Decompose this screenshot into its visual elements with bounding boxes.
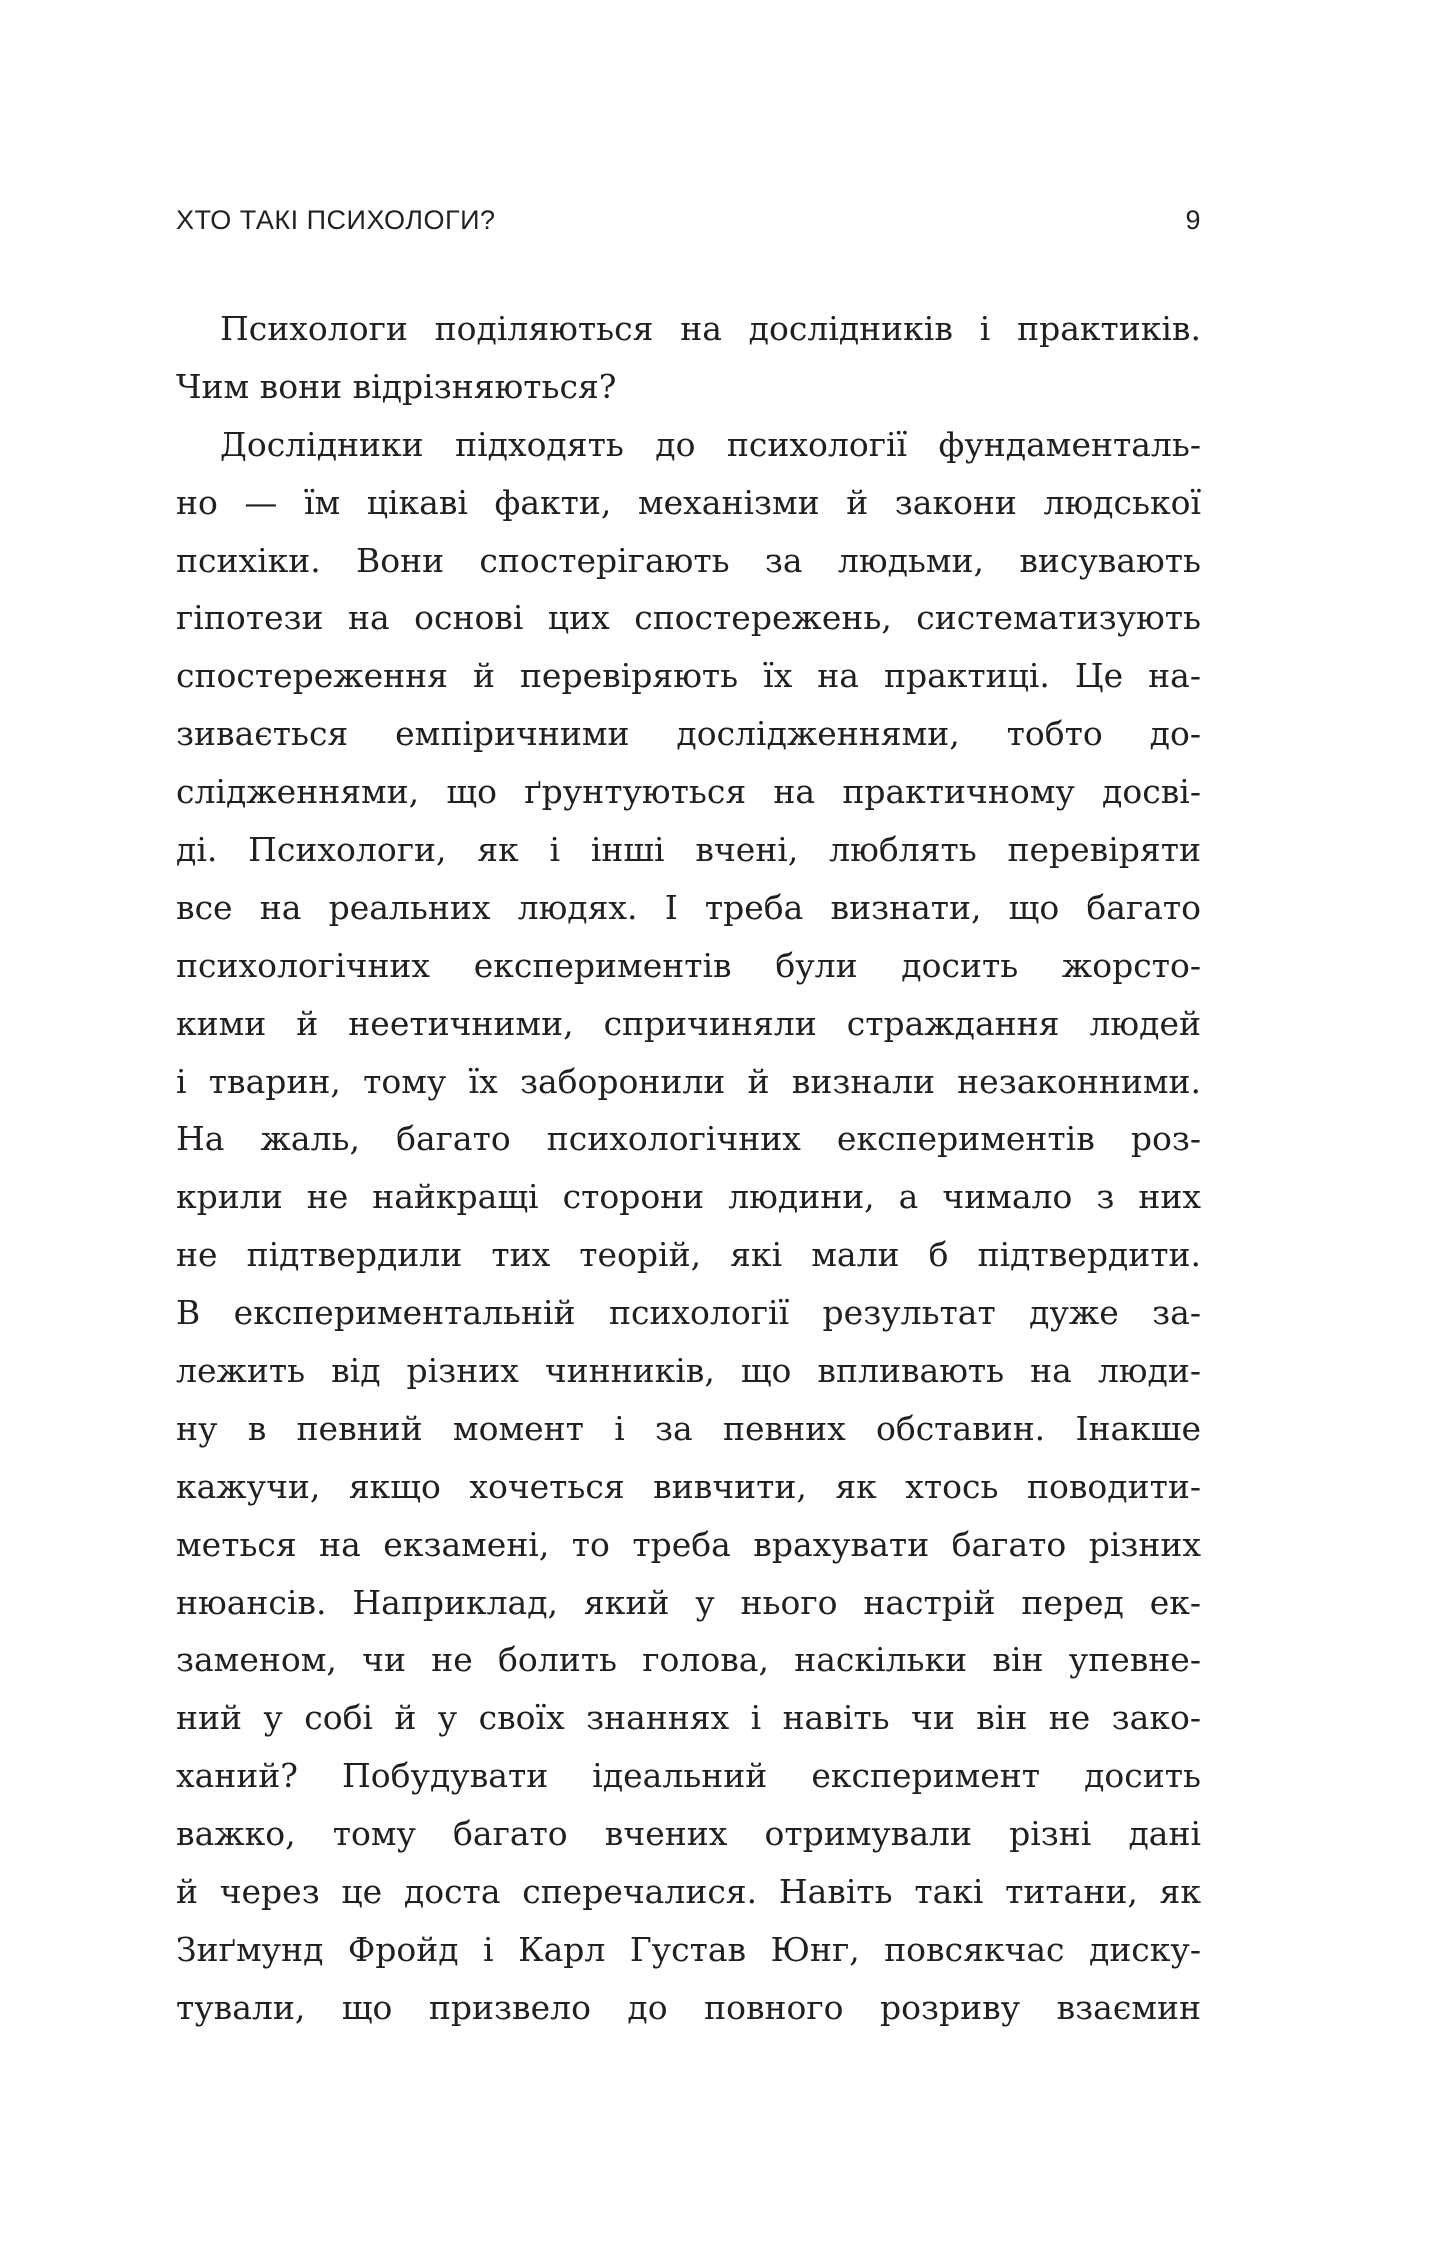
text-line: слідженнями, що ґрунтуються на практичному досві- [176, 772, 1201, 812]
text-line: ну в певний момент і за певних обставин. Інакше [176, 1408, 1201, 1448]
text-line: і тварин, тому їх заборонили й визнали незаконними. [176, 1061, 1201, 1101]
running-title: ХТО ТАКІ ПСИХОЛОГИ? [176, 205, 496, 235]
text-line: психіки. Вони спостерігають за людьми, висувають [176, 540, 1201, 580]
text-line: зивається емпіричними дослідженнями, тобто до- [176, 714, 1201, 754]
text-line: кажучи, якщо хочеться вивчити, як хтось поводити- [176, 1466, 1201, 1506]
text-line: ді. Психологи, як і інші вчені, люблять перевіряти [176, 830, 1201, 870]
running-header [176, 205, 1201, 245]
text-line: все на реальних людях. І треба визнати, що багато [176, 887, 1201, 927]
text-line: На жаль, багато психологічних експериментів роз- [176, 1119, 1201, 1159]
text-line: но — їм цікаві факти, механізми й закони людської [176, 482, 1201, 522]
text-line: Чим вони відрізняються? [176, 366, 617, 406]
text-line: лежить від різних чинників, що впливають на люди- [176, 1351, 1201, 1391]
text-line: Дослідники підходять до психології фундаменталь- [220, 424, 1201, 464]
text-line: ний у собі й у своїх знаннях і навіть чи він не зако- [176, 1698, 1201, 1738]
text-line: крили не найкращі сторони людини, а чимало з них [176, 1177, 1201, 1217]
text-line: нюансів. Наприклад, який у нього настрій перед ек- [176, 1582, 1201, 1622]
body-text [176, 300, 1201, 2037]
page-number: 9 [1185, 205, 1201, 235]
text-line: ханий? Побудувати ідеальний експеримент досить [176, 1756, 1201, 1796]
text-line: Зиґмунд Фройд і Карл Густав Юнг, повсякчас диску- [176, 1929, 1201, 1969]
text-line: спостереження й перевіряють їх на практиці. Це на- [176, 656, 1201, 696]
text-line: тували, що призвело до повного розриву взаємин [176, 1987, 1201, 2027]
text-line: Психологи поділяються на дослідників і практиків. [220, 309, 1201, 348]
text-line: В експериментальній психології результат дуже за- [176, 1293, 1201, 1333]
text-line: психологічних експериментів були досить жорсто- [176, 945, 1201, 985]
text-line: важко, тому багато вчених отримували різні дані [176, 1814, 1201, 1854]
text-line: кими й неетичними, спричиняли страждання людей [176, 1003, 1201, 1043]
text-line: гіпотези на основі цих спостережень, систематизують [176, 598, 1201, 638]
text-line: меться на екзамені, то треба врахувати багато різних [176, 1524, 1201, 1564]
text-line: заменом, чи не болить голова, наскільки він упевне- [176, 1640, 1201, 1680]
text-line: й через це доста сперечалися. Навіть такі титани, як [176, 1872, 1201, 1912]
text-line: не підтвердили тих теорій, які мали б підтвердити. [176, 1235, 1201, 1275]
